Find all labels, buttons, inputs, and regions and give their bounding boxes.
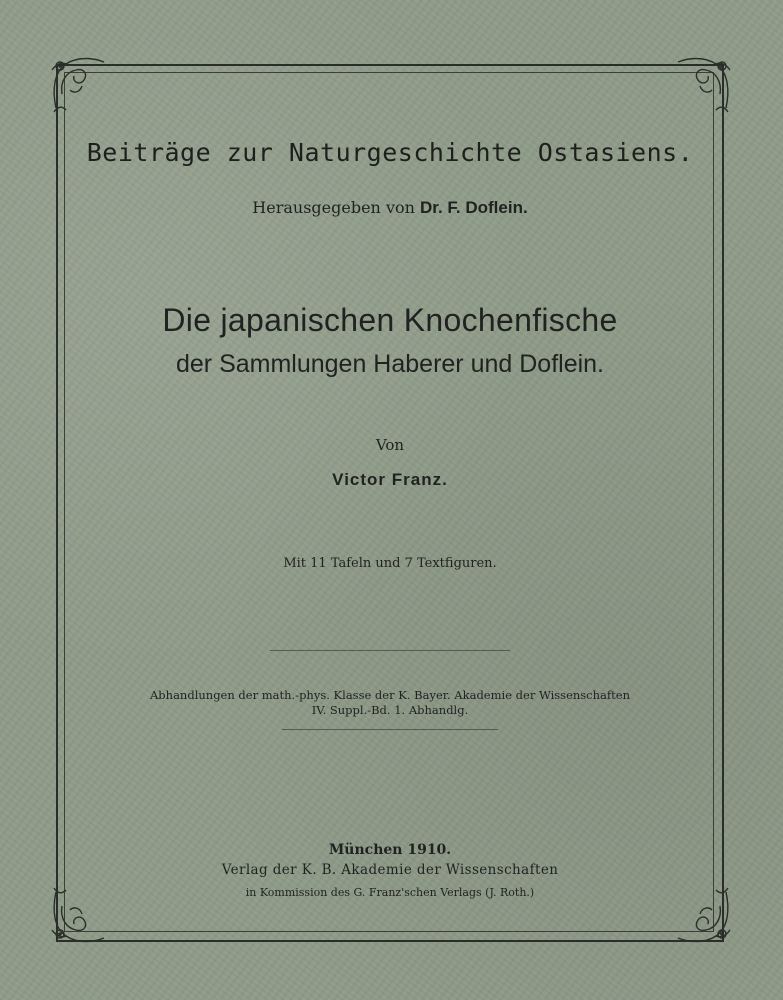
ornamental-corner-icon (668, 50, 738, 120)
by-label: Von (375, 436, 405, 454)
divider-top (270, 650, 510, 651)
commission-note: in Kommission des G. Franz'schen Verlags (J. Roth.) (245, 886, 535, 899)
plates-note: Mit 11 Tafeln und 7 Textfiguren. (283, 556, 497, 571)
place-year: München 1910. (328, 842, 452, 858)
book-title: Die japanischen Knochenfische (162, 302, 618, 338)
editor-prefix: Herausgegeben von (252, 198, 415, 217)
series-note-line1: Abhandlungen der math.-phys. Klasse der K. Bayer. Akademie der Wissenschaften (150, 688, 630, 702)
ornamental-corner-icon (44, 50, 114, 120)
editor-line (70, 198, 710, 218)
series-note-line2: IV. Suppl.-Bd. 1. Abhandlg. (311, 703, 469, 717)
divider-bottom (282, 729, 498, 730)
editor-name: Dr. F. Doflein. (420, 198, 528, 217)
publisher: Verlag der K. B. Akademie der Wissenschaften (221, 862, 559, 878)
series-title: Beiträge zur Naturgeschichte Ostasiens. (86, 138, 694, 167)
author-name: Victor Franz. (332, 470, 448, 489)
book-subtitle: der Sammlungen Haberer und Doflein. (175, 350, 604, 378)
